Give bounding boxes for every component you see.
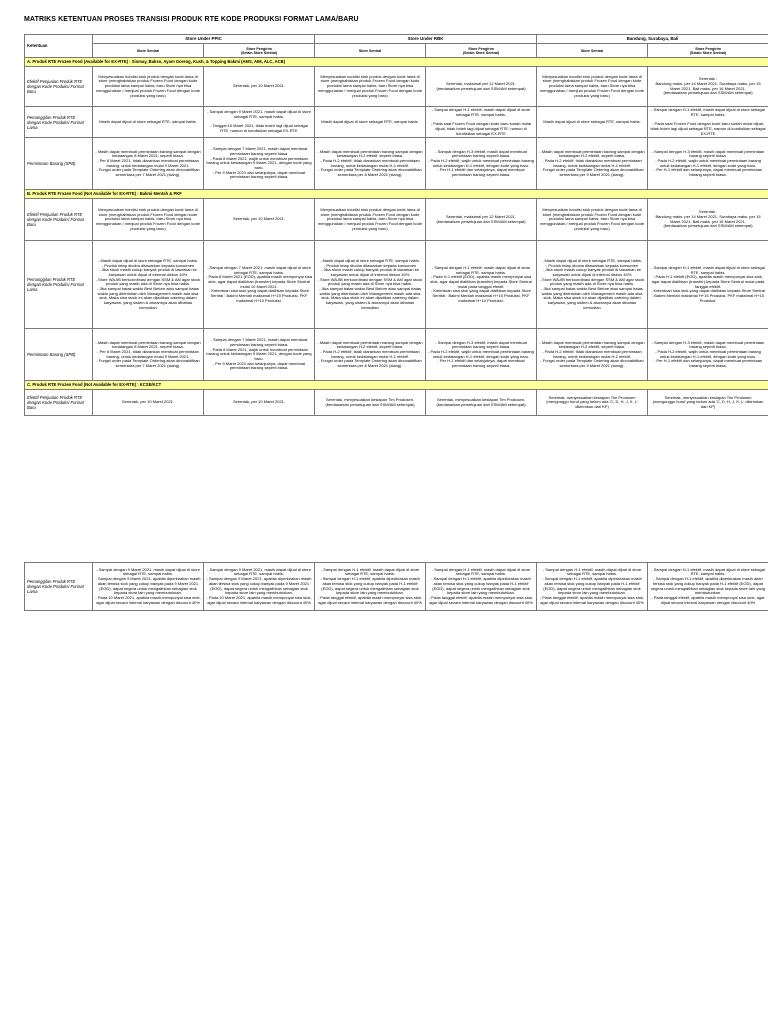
matrix-cell: - Sampai dengan H-1 efektif, masih dapat dijual di store sebagai RTE, sampai habis. - Sampai dengan H-1 efektif, apabila diperkirakan masih akan tersisa stok yang cukup banyak pada H-1 efektif (EOD), dapat segera untuk mengalihkan sebagian stok kepada store lain yang membutuhkan. - Pada tanggal efektif, apabila masih mempunyai sisa stok, agar dijual secara internal karyawan dengan discount 40% bbox=[315, 563, 426, 611]
matrix-cell: - Masih dapat membuat permintaan barang sampai dengan kedatangan 8 Maret 2021, seperti biasa. - Per 8 Maret 2021, tidak diarankan membuat permintaan barang, untuk kedatangan mulai 9 Maret 2021. - Fungsi order pada Template Ordering akan dinonaktifkan sementara per 7 Maret 2021 (siang). bbox=[93, 329, 204, 381]
matrix-cell: Serentak, menyesuaikan kesiapan Tim Produsen (mengunggu huruf yang belum ada 'C, D, H, J, K, L' dikirimkan dari KP) bbox=[537, 390, 648, 416]
matrix-cell: - Masih dapat membuat permintaan barang sampai dengan kedatangan H-2 efektif, seperti biasa. - Pada H-2 efektif, tidak diarankan membuat permintaan barang, untuk kedatangan mulai H-1 efektif. - Fungsi order pada Template Ordering akan dinonaktifkan sementara per 8 Maret 2021 (siang). bbox=[315, 138, 426, 190]
row-label: Permintaan Barang (SPB) bbox=[25, 329, 93, 381]
header-sub-store-sentral: Store Sentral bbox=[93, 44, 204, 58]
matrix-row bbox=[25, 107, 768, 138]
matrix-table-continued bbox=[24, 562, 768, 611]
matrix-cell: - Masih dapat membuat permintaan barang sampai dengan kedatangan H-2 efektif, seperti biasa. - Pada H-2 efektif, tidak diarankan membuat permintaan barang, untuk kedatangan mulai H-1 efektif. - Fungsi order pada Template Ordering akan dinonaktifkan sementara per 8 Maret 2021 (siang). bbox=[315, 329, 426, 381]
header-sub-store-pengirim: Store Pengirim (Selain Store Sentral) bbox=[426, 44, 537, 58]
section-header: A. Produk RTE Frozen Food (Available for EX-RTE) : Siomay, Bakso, Ayam Goreng, Kush, & Topping Bakmi (AMS, AIM, ALC, ACB) bbox=[25, 58, 768, 67]
matrix-cell: - Sampai dengan H-1 efektif, masih dapat dijual di store sebagai RTE, sampai habis. - Pada H-1 efektif (EOD), apabila masih mempunyai sisa stok, agar dapat dialihkan (transfer) kepada Store Sentral mulai pada tanggal efektif. - Ketentuan sisa stok yang dapat dialihkan kepada Store Sentral : Bakmi Mentah maksimal H+15 Produksi, PKF maksimal H+10 Produksi. bbox=[426, 241, 537, 329]
matrix-cell: - Sampai dengan H-1 efektif, masih dapat dijual di store sebagai RTE, sampai habis. - Pada saat Frozen Food dengan kode baru sudah mulai dijual, tidak boleh lagi dijual sebagai RTE, namun di kondisikan sebagai EX-RTE bbox=[648, 107, 768, 138]
header-sub-store-sentral: Store Sentral bbox=[315, 44, 426, 58]
matrix-row bbox=[25, 390, 768, 416]
matrix-cell: - Sampai dengan H-3 efektif, masih dapat membuat permintaan barang seperti biasa. - Pada H-2 efektif, wajib untuk membuat permintaan barang untuk kedatangan H-1 efektif, dengan kode yang baru. - Per H-1 efektif dan selanjutnya, dapat membuat permintaan barang seperti biasa. bbox=[426, 329, 537, 381]
row-label: Permintaan Barang (SPB) bbox=[25, 138, 93, 190]
header-sub-store-sentral: Store Sentral bbox=[537, 44, 648, 58]
matrix-cell: - Sampai dengan H-3 efektif, masih dapat membuat permintaan barang seperti biasa. - Pada H-2 efektif, wajib untuk membuat permintaan barang untuk kedatangan H-1 efektif, dengan kode yang baru. - Per H-1 efektif dan selanjutnya, dapat membuat permintaan barang seperti biasa. bbox=[648, 138, 768, 190]
matrix-cell: - Sampai dengan H-1 efektif, masih dapat dijual di store sebagai RTE, sampai habis. - Pada saat Frozen Food dengan kode baru sudah mulai dijual, tidak boleh lagi dijual sebagai RTE, namun di kondisikan sebagai EX-RTE bbox=[426, 107, 537, 138]
matrix-cell: Masih dapat dijual di store sebagai RTE, sampai habis. bbox=[537, 107, 648, 138]
matrix-cell: - Masih dapat dijual di store sebagai RTE, sampai habis. - Produk tetap dicoba ditawarkan kepada konsumen - Jika stock masih cukup banyak produk di tawarkan ke karyawan untuk dijual di internal diskon 40% - Store WAJIB berkoordinasi dengan SSM & AM agar stock produk yang masih ada di Store nya bisa habis. - Jika sampai batas waktu Best Before atau sampai batas waktu yang ditentukan oleh Management masih ada sisa stok, Maka sisa stock ini akan dijadikan catering dalam karyawan, yang sistem & aturannya akan dibahas kemudian bbox=[537, 241, 648, 329]
matrix-cell: Serentak, per 10 Maret 2021. bbox=[204, 390, 315, 416]
matrix-cell: Menyesuaikan kondisi stok produk dengan kode lama di store (menghabiskan produk Frozen Food dengan kode produksi lama sampai habis, baru Store nya bisa menggunakan / menjual produk Frozen Food dengan kode produksi yang baru) bbox=[315, 199, 426, 241]
matrix-cell: Menyesuaikan kondisi stok produk dengan kode lama di store (menghabiskan produk Frozen Food dengan kode produksi lama sampai habis, baru Store nya bisa menggunakan / menjual produk Frozen Food dengan kode produksi yang baru) bbox=[93, 67, 204, 107]
matrix-row bbox=[25, 329, 768, 381]
matrix-cell: - Masih dapat dijual di store sebagai RTE, sampai habis. - Produk tetap dicoba ditawarkan kepada konsumen - Jika stock masih cukup banyak produk di tawarkan ke karyawan untuk dijual di internal diskon 40% - Store WAJIB berkoordinasi dengan SSM & AM agar stock produk yang masih ada di Store nya bisa habis. - Jika sampai batas waktu Best Before atau sampai batas waktu yang ditentukan oleh Management masih ada sisa stok, Maka sisa stock ini akan dijadikan catering dalam karyawan, yang sistem & aturannya akan dibahas kemudian bbox=[315, 241, 426, 329]
header-sub-store-pengirim: Store Pengirim (Selain Store Sentral) bbox=[204, 44, 315, 58]
matrix-cell: Serentak, per 10 Maret 2021. bbox=[204, 67, 315, 107]
matrix-cell: - Sampai dengan 7 Maret 2021, masih dapat membuat permintaan barang seperti biasa. - Pada 8 Maret 2021, wajib untuk membuat permintaan barang untuk kedatangan 9 Maret 2021, dengan kode yang baru. - Per 9 Maret 2021 dan selanjutnya, dapat membuat permintaan barang seperti biasa. bbox=[204, 138, 315, 190]
matrix-cell: - Masih dapat dijual di store sebagai RTE, sampai habis. - Produk tetap dicoba ditawarkan kepada konsumen - Jika stock masih cukup banyak produk di tawarkan ke karyawan untuk dijual di internal diskon 40% - Store WAJIB berkoordinasi dengan SSM & AM agar stock produk yang masih ada di Store nya bisa habis. - Jika sampai batas waktu Best Before atau sampai batas waktu yang ditentukan oleh Management masih ada sisa stok, Maka sisa stock ini akan dijadikan catering dalam karyawan, yang sistem & aturannya akan dibahas kemudian bbox=[93, 241, 204, 329]
matrix-cell: Serentak : Bandung maks. per 14 Maret 2021, Surabaya maks. per 15 Maret 2021, Bali maks. per 16 Maret 2021. (berdasarkan persetujuan dari SSM/AM setempat) bbox=[648, 199, 768, 241]
matrix-cell: - Masih dapat membuat permintaan barang sampai dengan kedatangan H-2 efektif, seperti biasa. - Pada H-2 efektif, tidak diarankan membuat permintaan barang, untuk kedatangan mulai H-1 efektif. - Fungsi order pada Template Ordering akan dinonaktifkan sementara per 9 Maret 2021 (siang). bbox=[537, 329, 648, 381]
header-group-bandung-surabaya-bali: Bandung, Surabaya, Bali bbox=[537, 35, 768, 44]
matrix-cell: - Sampai dengan H-1 efektif, masih dapat dijual di store sebagai RTE, sampai habis. - Sampai dengan H-1 efektif, apabila diperkirakan masih akan tersisa stok yang cukup banyak pada H-1 efektif (EOD), dapat segera untuk mengalihkan sebagian stok kepada store lain yang membutuhkan. - Pada tanggal efektif, apabila masih mempunyai sisa stok, agar dijual secara internal karyawan dengan discount 40% bbox=[648, 563, 768, 611]
header-ketentuan: Ketentuan bbox=[25, 35, 93, 58]
matrix-cell: - Sampai dengan 9 Maret 2021, masih dapat dijual di store sebagai RTE, sampai habis. - Sampai dengan 9 Maret 2021, apabila diperkirakan masih akan tersisa stok yang cukup banyak pada 9 Maret 2021 (EOD), dapat segera untuk mengalihkan sebagian stok kepada store lain yang membutuhkan. - Pada 10 Maret 2021, apabila masih mempunyai sisa stok, agar dijual secara internal karyawan dengan discount 40% bbox=[93, 563, 204, 611]
row-label: Efektif Penjualan Produk RTE dengan Kode Produksi Format Baru bbox=[25, 199, 93, 241]
matrix-cell: - Sampai dengan H-3 efektif, masih dapat membuat permintaan barang seperti biasa. - Pada H-2 efektif, wajib untuk membuat permintaan barang untuk kedatangan H-1 efektif, dengan kode yang baru. - Per H-1 efektif dan selanjutnya, dapat membuat permintaan barang seperti biasa. bbox=[648, 329, 768, 381]
matrix-cell: - Masih dapat membuat permintaan barang sampai dengan kedatangan H-2 efektif, seperti biasa. - Pada H-2 efektif, tidak diarankan membuat permintaan barang, untuk kedatangan mulai H-1 efektif. - Fungsi order pada Template Ordering akan dinonaktifkan sementara per 9 Maret 2021 (siang). bbox=[537, 138, 648, 190]
row-label: Efektif Penjualan Produk RTE dengan Kode Produksi Format Baru bbox=[25, 390, 93, 416]
matrix-cell: Serentak, maksimal per 12 Maret 2021. (berdasarkan persetujuan dari SSM/AM setempat) bbox=[426, 199, 537, 241]
matrix-cell: Serentak, menyesuaikan kesiapan Tim Produsen. (berdasarkan persetujuan dari SSM/AM setempat) bbox=[426, 390, 537, 416]
matrix-cell: Serentak, menyesuaikan kesiapan Tim Produsen. (berdasarkan persetujuan dari SSM/AM setempat) bbox=[315, 390, 426, 416]
header-group-rbk: Store Under RBK bbox=[315, 35, 537, 44]
header-group-ppic: Store Under PPIC bbox=[93, 35, 315, 44]
row-label: Efektif Penjualan Produk RTE dengan Kode Produksi Format Baru bbox=[25, 67, 93, 107]
matrix-cell: - Sampai dengan 9 Maret 2021, masih dapat dijual di store sebagai RTE, sampai habis. - Tanggal 10 Maret 2021, tidak boleh lagi dijual sebagai RTE, namun di kondisikan sebagai EX-RTE bbox=[204, 107, 315, 138]
matrix-cell: Masih dapat dijual di store sebagai RTE, sampai habis. bbox=[315, 107, 426, 138]
matrix-row bbox=[25, 199, 768, 241]
document-title: MATRIKS KETENTUAN PROSES TRANSISI PRODUK RTE KODE PRODUKSI FORMAT LAMA/BARU bbox=[24, 16, 359, 23]
matrix-row bbox=[25, 241, 768, 329]
matrix-cell: Serentak, maksimal per 12 Maret 2021. (berdasarkan persetujuan dari SSM/AM setempat) bbox=[426, 67, 537, 107]
matrix-cell: - Sampai dengan H-1 efektif, masih dapat dijual di store sebagai RTE, sampai habis. - Sampai dengan H-1 efektif, apabila diperkirakan masih akan tersisa stok yang cukup banyak pada H-1 efektif (EOD), dapat segera untuk mengalihkan sebagian stok kepada store lain yang membutuhkan. - Pada tanggal efektif, apabila masih mempunyai sisa stok, agar dijual secara internal karyawan dengan discount 40% bbox=[426, 563, 537, 611]
matrix-cell: - Sampai dengan H-1 efektif, masih dapat dijual di store sebagai RTE, sampai habis. - Sampai dengan H-1 efektif, apabila diperkirakan masih akan tersisa stok yang cukup banyak pada H-1 efektif (EOD), dapat segera untuk mengalihkan sebagian stok kepada store lain yang membutuhkan. - Pada tanggal efektif, apabila masih mempunyai sisa stok, agar dijual secara internal karyawan dengan discount 40% bbox=[537, 563, 648, 611]
matrix-cell: - Sampai dengan H-3 efektif, masih dapat membuat permintaan barang seperti biasa. - Pada H-2 efektif, wajib untuk membuat permintaan barang untuk kedatangan H-1 efektif, dengan kode yang baru. - Per H-1 efektif dan selanjutnya, dapat membuat permintaan barang seperti biasa. bbox=[426, 138, 537, 190]
row-label: Pemanggilan Produk RTE dengan Kode Produksi Format Lama bbox=[25, 563, 93, 611]
matrix-table-wrapper bbox=[24, 34, 768, 416]
matrix-cell: Serentak : Bandung maks. per 14 Maret 2021, Surabaya maks. per 15 Maret 2021, Bali maks. per 16 Maret 2021. (berdasarkan persetujuan dari SSM/AM setempat) bbox=[648, 67, 768, 107]
header-sub-store-pengirim: Store Pengirim (Selain Store Sentral) bbox=[648, 44, 768, 58]
matrix-cell: - Sampai dengan 9 Maret 2021, masih dapat dijual di store sebagai RTE, sampai habis. - Sampai dengan 9 Maret 2021, apabila diperkirakan masih akan tersisa stok yang cukup banyak pada 9 Maret 2021 (EOD), dapat segera untuk mengalihkan sebagian stok kepada store lain yang membutuhkan. - Pada 10 Maret 2021, apabila masih mempunyai sisa stok, agar dijual secara internal karyawan dengan discount 40% bbox=[204, 563, 315, 611]
matrix-cell: Menyesuaikan kondisi stok produk dengan kode lama di store (menghabiskan produk Frozen Food dengan kode produksi lama sampai habis, baru Store nya bisa menggunakan / menjual produk Frozen Food dengan kode produksi yang baru) bbox=[93, 199, 204, 241]
matrix-cell: Menyesuaikan kondisi stok produk dengan kode lama di store (menghabiskan produk Frozen Food dengan kode produksi lama sampai habis, baru Store nya bisa menggunakan / menjual produk Frozen Food dengan kode produksi yang baru) bbox=[537, 67, 648, 107]
matrix-cell: Serentak, per 10 Maret 2021. bbox=[204, 199, 315, 241]
matrix-row bbox=[25, 138, 768, 190]
matrix-cell: Serentak, menyesuaikan kesiapan Tim Produsen (mengunggu huruf yang belum ada 'C, D, H, J, K, L' dikirimkan dari KP) bbox=[648, 390, 768, 416]
matrix-cell: Masih dapat dijual di store sebagai RTE, sampai habis. bbox=[93, 107, 204, 138]
matrix-cell: - Sampai dengan 7 Maret 2021, masih dapat membuat permintaan barang seperti biasa. - Pada 8 Maret 2021, wajib untuk membuat permintaan barang untuk kedatangan 9 Maret 2021, dengan kode yang baru. - Per 9 Maret 2021 dan selanjutnya, dapat membuat permintaan barang seperti biasa. bbox=[204, 329, 315, 381]
matrix-cell: - Sampai dengan H-1 efektif, masih dapat dijual di store sebagai RTE, sampai habis. - Pada H-1 efektif (EOD), apabila masih mempunyai sisa stok, agar dapat dialihkan (transfer) kepada Store Sentral mulai pada tanggal efektif. - Ketentuan sisa stok yang dapat dialihkan kepada Store Sentral : Bakmi Mentah maksimal H+15 Produksi, PKF maksimal H+10 Produksi. bbox=[648, 241, 768, 329]
matrix-cell: Serentak, per 10 Maret 2021. bbox=[93, 390, 204, 416]
matrix-cell: Menyesuaikan kondisi stok produk dengan kode lama di store (menghabiskan produk Frozen Food dengan kode produksi lama sampai habis, baru Store nya bisa menggunakan / menjual produk Frozen Food dengan kode produksi yang baru) bbox=[315, 67, 426, 107]
matrix-table bbox=[24, 34, 768, 416]
row-label: Pemanggilan Produk RTE dengan Kode Produksi Format Lama bbox=[25, 241, 93, 329]
matrix-cell: Menyesuaikan kondisi stok produk dengan kode lama di store (menghabiskan produk Frozen Food dengan kode produksi lama sampai habis, baru Store nya bisa menggunakan / menjual produk Frozen Food dengan kode produksi yang baru) bbox=[537, 199, 648, 241]
matrix-row bbox=[25, 67, 768, 107]
section-header: C. Produk RTE Frozen Food (Not Available for EX-RTE) : KCSE/KCT bbox=[25, 381, 768, 390]
row-label: Pemanggilan Produk RTE dengan Kode Produksi Format Lama bbox=[25, 107, 93, 138]
matrix-cell: - Sampai dengan 7 Maret 2021, masih dapat dijual di store sebagai RTE, sampai habis. - Pada 8 Maret 2021 (EOD), apabila masih mempunyai sisa stok, agar dapat dialihkan (transfer) kepada Store Sentral mulai 10 Maret 2021. - Ketentuan sisa stok yang dapat dialihkan kepada Store Sentral : Bakmi Mentah maksimal H+15 Produksi, PKF maksimal H+10 Produksi. bbox=[204, 241, 315, 329]
matrix-cell: - Masih dapat membuat permintaan barang sampai dengan kedatangan 8 Maret 2021, seperti biasa. - Per 8 Maret 2021, tidak diarankan membuat permintaan barang, untuk kedatangan mulai 9 Maret 2021. - Fungsi order pada Template Ordering akan dinonaktifkan sementara per 7 Maret 2021 (siang). bbox=[93, 138, 204, 190]
matrix-table-continued-wrapper bbox=[24, 562, 768, 611]
section-header: B. Produk RTE Frozen Food (Not Available for EX-RTE) : Bakmi Mentah & PKF bbox=[25, 190, 768, 199]
